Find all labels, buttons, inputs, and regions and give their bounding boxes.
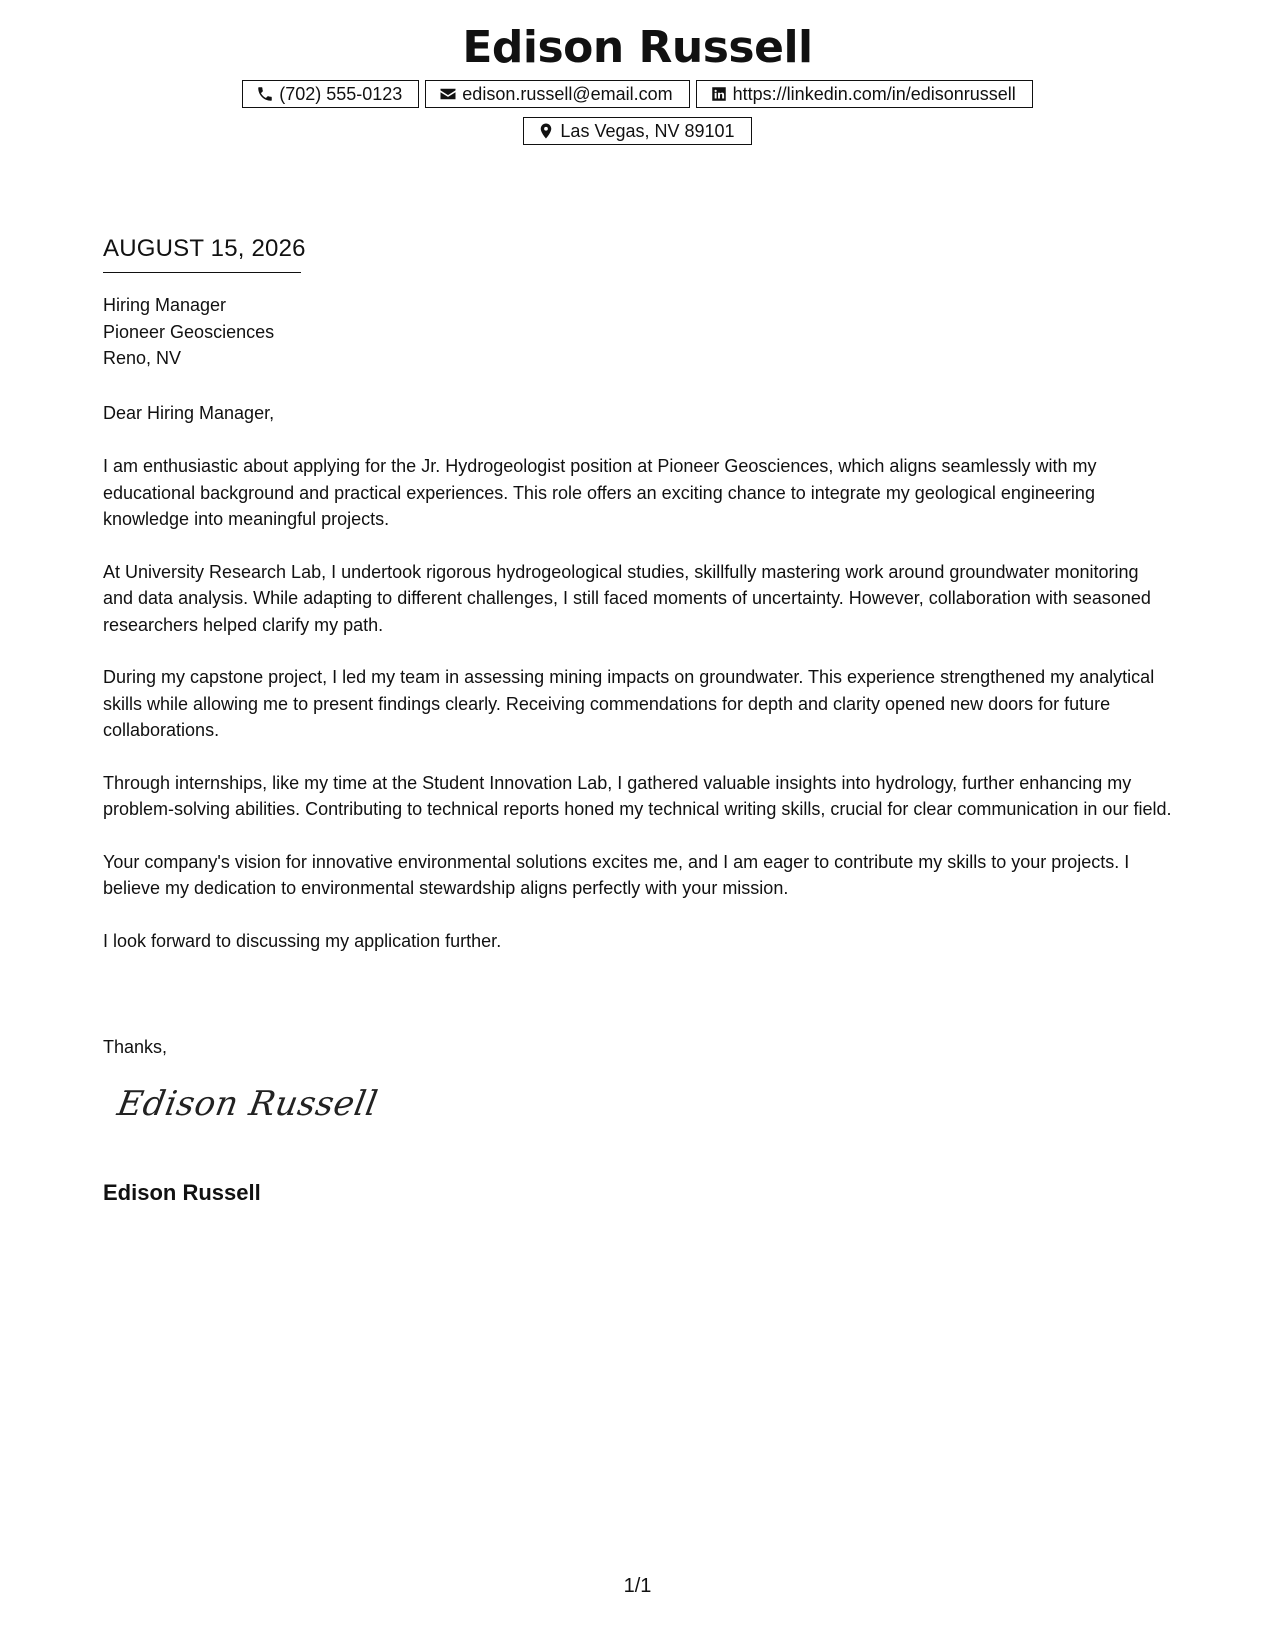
body-paragraph: During my capstone project, I led my team in assessing mining impacts on groundwater. This experience strengthened my analytical skills while allowing me to present findings clearly. Receiving commendations for depth and clarity opened new doors for future collaborations. [103,667,1155,740]
handwritten-signature: Edison Russell [114,1084,381,1124]
location-text: Las Vegas, NV 89101 [560,121,735,141]
body-paragraph: I am enthusiastic about applying for the Jr. Hydrogeologist position at Pioneer Geosciences, which aligns seamlessly with my educational background and practical experiences. This role offers an exciting chance to integrate my geological engineering knowledge into meaningful projects. [103,456,1097,529]
salutation: Dear Hiring Manager, [103,403,275,423]
location-chip [523,117,751,145]
recipient-title: Hiring Manager [103,295,227,315]
body-paragraph: I look forward to discussing my application further. [103,930,502,951]
email-chip[interactable] [425,80,689,108]
map-pin-icon [537,122,555,140]
phone-text: (702) 555-0123 [279,84,403,104]
closing: Thanks, [103,1037,168,1057]
body-paragraph: Your company's vision for innovative environmental solutions excites me, and I am eager to contribute my skills to your projects. I believe my dedication to environmental stewardship aligns perfectly with your mission. [103,851,1130,898]
recipient-block [103,292,1173,372]
letter-body [103,453,1173,980]
linkedin-chip[interactable] [696,80,1033,108]
contact-row-primary [0,80,1275,108]
signer-name: Edison Russell [103,1180,261,1205]
phone-icon [256,85,274,103]
email-text: edison.russell@email.com [462,84,673,104]
page-indicator: 1/1 [623,1575,652,1597]
phone-chip[interactable] [242,80,419,108]
contact-row-secondary [0,117,1275,145]
recipient-location: Reno, NV [103,348,182,368]
body-paragraph: Through internships, like my time at the Student Innovation Lab, I gathered valuable insights into hydrology, further enhancing my problem-solving abilities. Contributing to technical reports honed my technical writing skills, crucial for clear communication in our field. [103,772,1172,819]
letter-date: AUGUST 15, 2026 [103,235,306,262]
linkedin-text: https://linkedin.com/in/edisonrussell [732,84,1016,104]
recipient-company: Pioneer Geosciences [103,321,275,342]
body-paragraph: At University Research Lab, I undertook rigorous hydrogeological studies, skillfully mastering work around groundwater monitoring and data analysis. While adapting to different challenges, I still faced moments of uncertainty. However, collaboration with seasoned researchers helped clarify my path. [103,561,1151,635]
linkedin-icon [710,85,728,103]
date-underline [103,272,301,273]
applicant-name: Edison Russell [462,22,813,73]
envelope-icon [439,85,457,103]
